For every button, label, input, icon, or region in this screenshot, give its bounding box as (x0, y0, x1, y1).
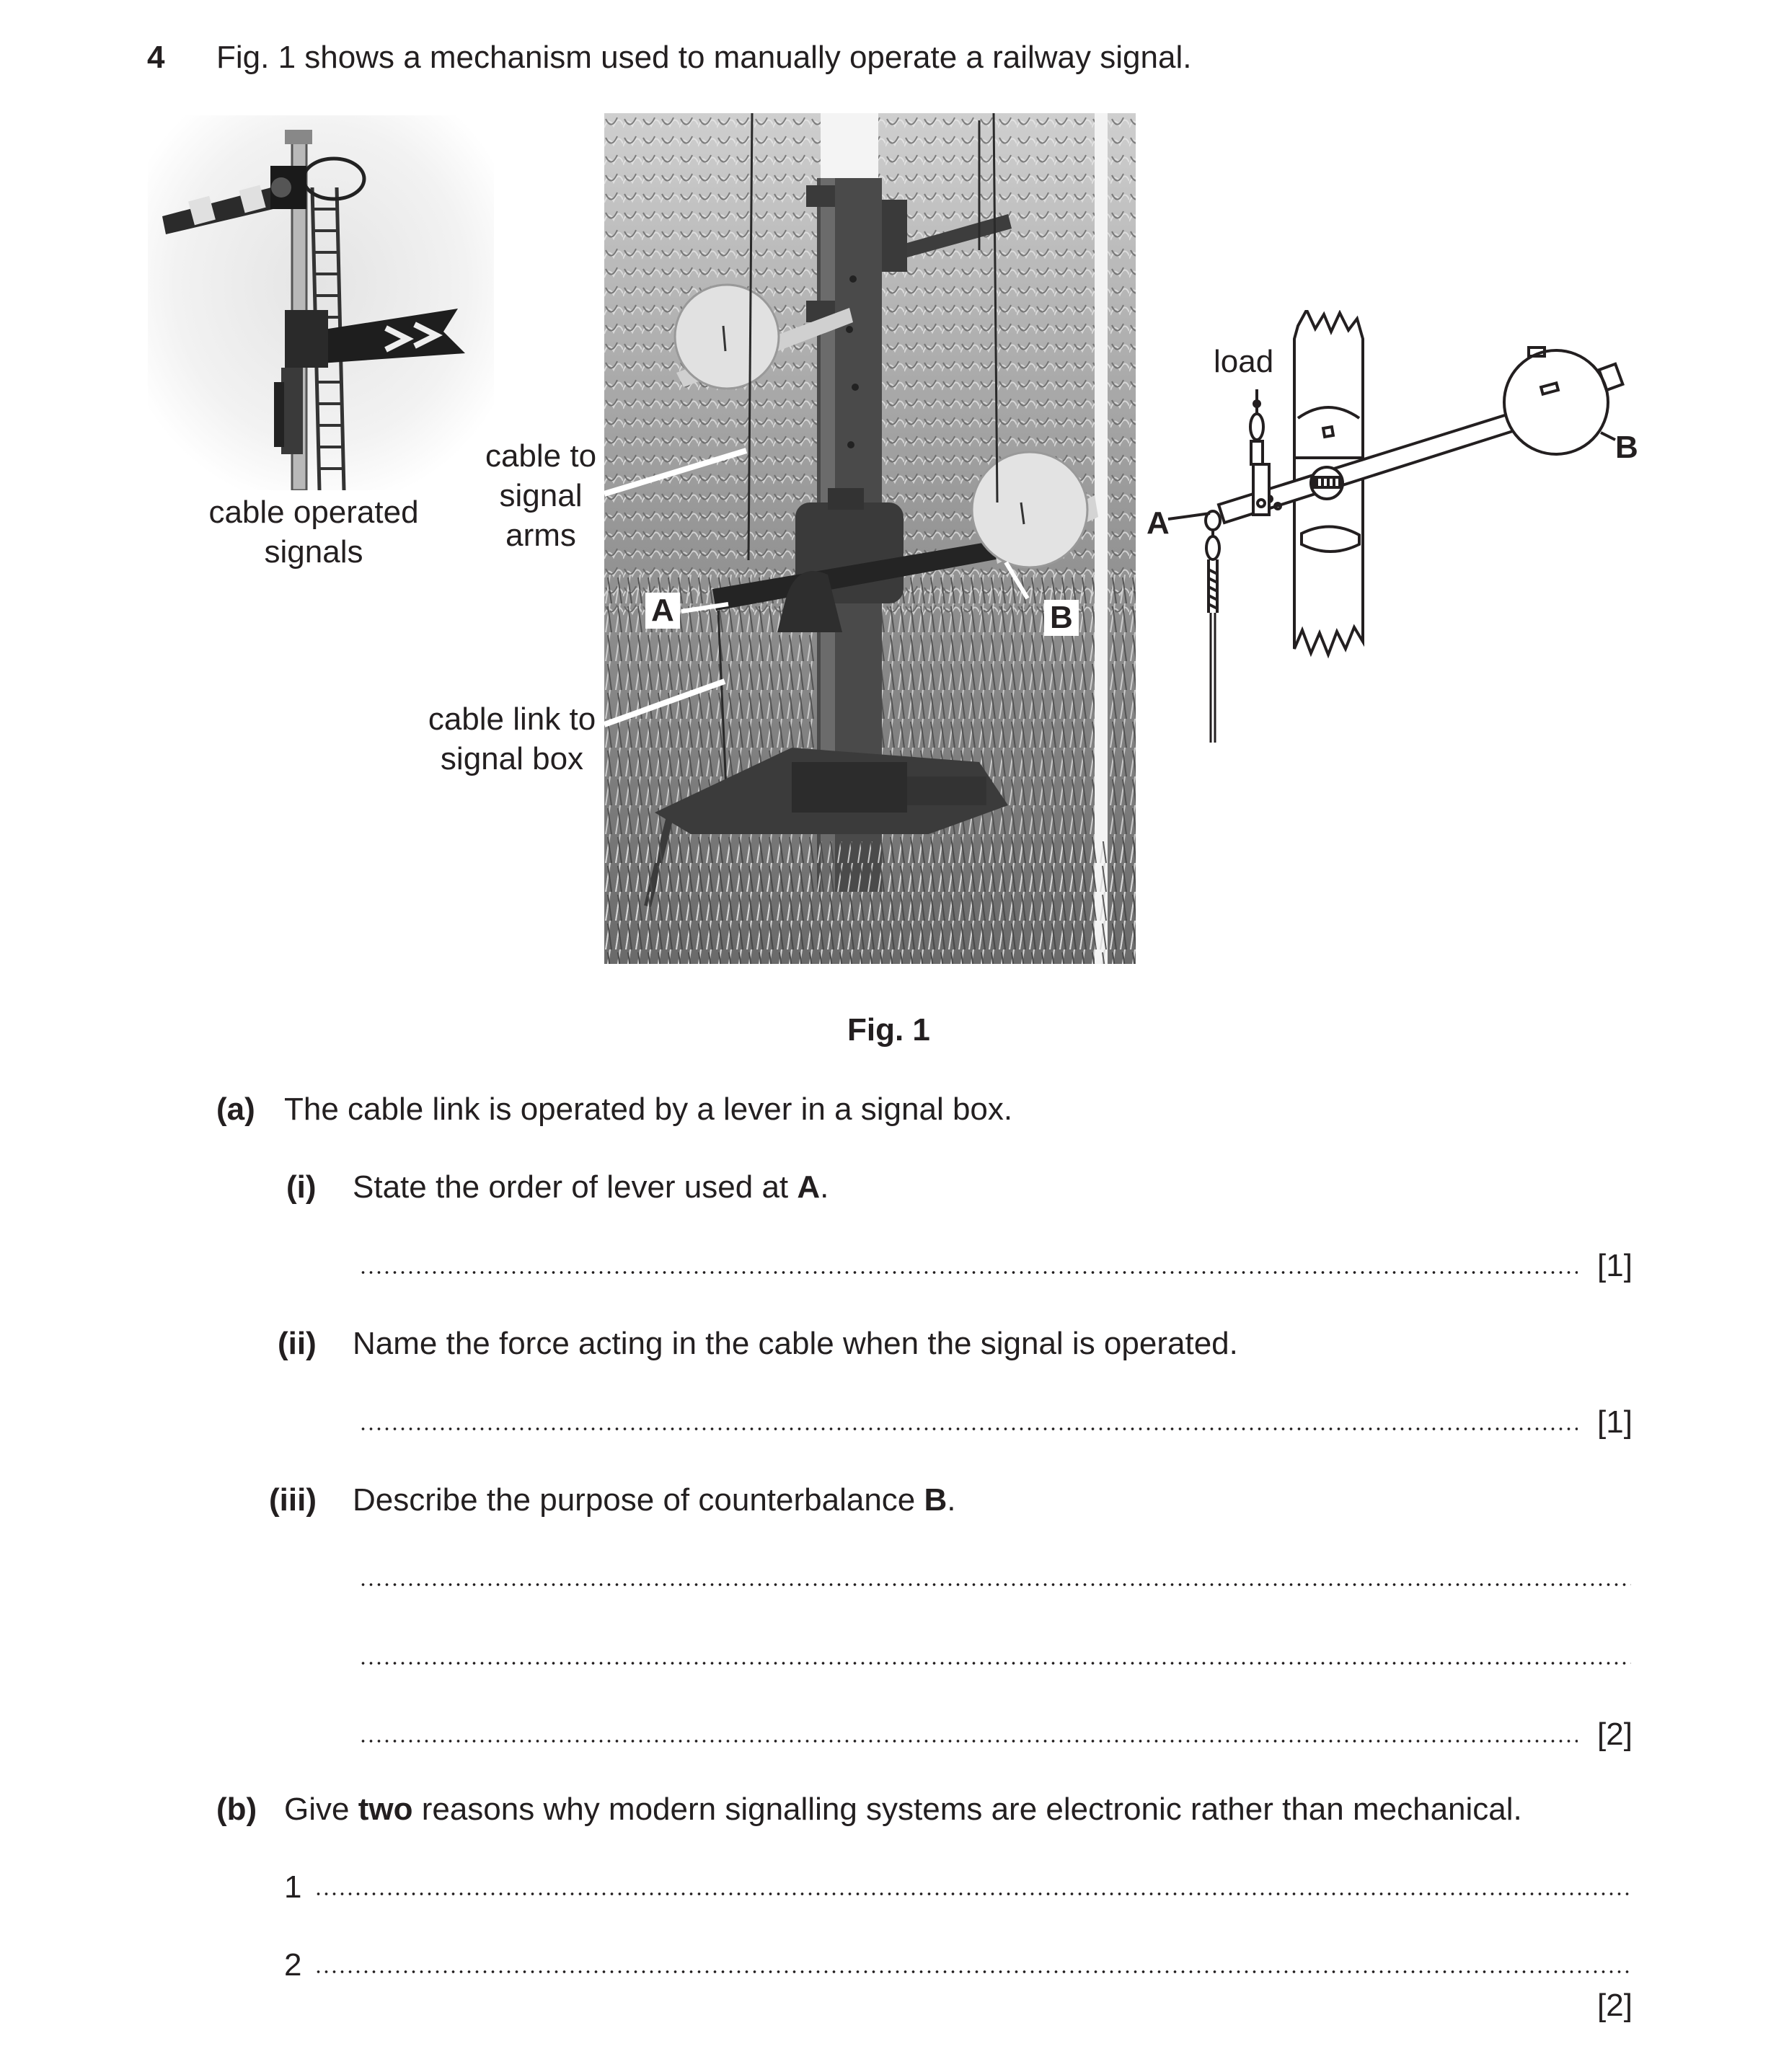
part-a-iii-label: (iii) (269, 1482, 317, 1518)
answer-number-1: 1 (284, 1869, 302, 1905)
marks-a-ii: [1] (1597, 1404, 1633, 1440)
answer-line-b-2[interactable] (314, 1970, 1631, 1973)
question-text: . (947, 1482, 956, 1518)
photo-label-b: B (1044, 600, 1079, 636)
answer-line-a-iii-2[interactable] (359, 1662, 1631, 1665)
part-a-label: (a) (216, 1092, 255, 1127)
question-text-bold: A (797, 1169, 821, 1205)
question-text: Describe the purpose of counterbalance (353, 1482, 924, 1518)
part-b-text (284, 1791, 1522, 1828)
part-b-label: (b) (216, 1792, 257, 1827)
marks-a-i: [1] (1597, 1248, 1633, 1283)
question-text-bold: two (358, 1792, 413, 1827)
diagram-label-load: load (1214, 344, 1274, 379)
label-line: signal (499, 478, 583, 513)
answer-line-a-ii[interactable] (359, 1427, 1578, 1430)
part-a-i-label: (i) (286, 1169, 317, 1205)
answer-line-a-i[interactable] (359, 1271, 1578, 1274)
label-line: signal box (440, 741, 584, 776)
diagram-label-a: A (1147, 505, 1170, 541)
question-number: 4 (147, 40, 165, 75)
answer-number-2: 2 (284, 1947, 302, 1983)
photo-label-a: A (645, 593, 680, 629)
answer-line-a-iii-1[interactable] (359, 1583, 1631, 1586)
label-line: signals (264, 534, 363, 570)
cable-to-signal-arms-label (469, 436, 613, 555)
question-text: State the order of lever used at (353, 1169, 798, 1205)
part-a-ii-text: Name the force acting in the cable when the signal is operated. (353, 1326, 1238, 1361)
part-a-text: The cable link is operated by a lever in a signal box. (284, 1092, 1013, 1127)
part-a-i-text (353, 1169, 829, 1206)
signal-post-photo (148, 115, 494, 490)
answer-line-b-1[interactable] (314, 1892, 1631, 1895)
label-line: arms (505, 518, 576, 553)
figure-caption: Fig. 1 (847, 1012, 930, 1048)
diagram-label-b: B (1615, 430, 1638, 465)
marks-a-iii: [2] (1597, 1717, 1633, 1752)
marks-b: [2] (1597, 1988, 1633, 2023)
part-a-iii-text (353, 1482, 956, 1519)
part-a-ii-label: (ii) (278, 1326, 317, 1361)
question-text-bold: B (924, 1482, 947, 1518)
answer-line-a-iii-3[interactable] (359, 1740, 1578, 1743)
photo-leader-lines (598, 433, 1046, 750)
question-text: . (820, 1169, 829, 1205)
label-line: cable to (485, 438, 597, 474)
question-intro: Fig. 1 shows a mechanism used to manually operate a railway signal. (216, 40, 1192, 75)
label-line: cable link to (428, 701, 596, 737)
cable-operated-signals-label (187, 492, 440, 572)
cable-link-to-signal-box-label (415, 699, 609, 779)
question-text: Give (284, 1792, 358, 1827)
label-line: cable operated (208, 495, 419, 530)
question-text: reasons why modern signalling systems are electronic rather than mechanical. (412, 1792, 1522, 1827)
